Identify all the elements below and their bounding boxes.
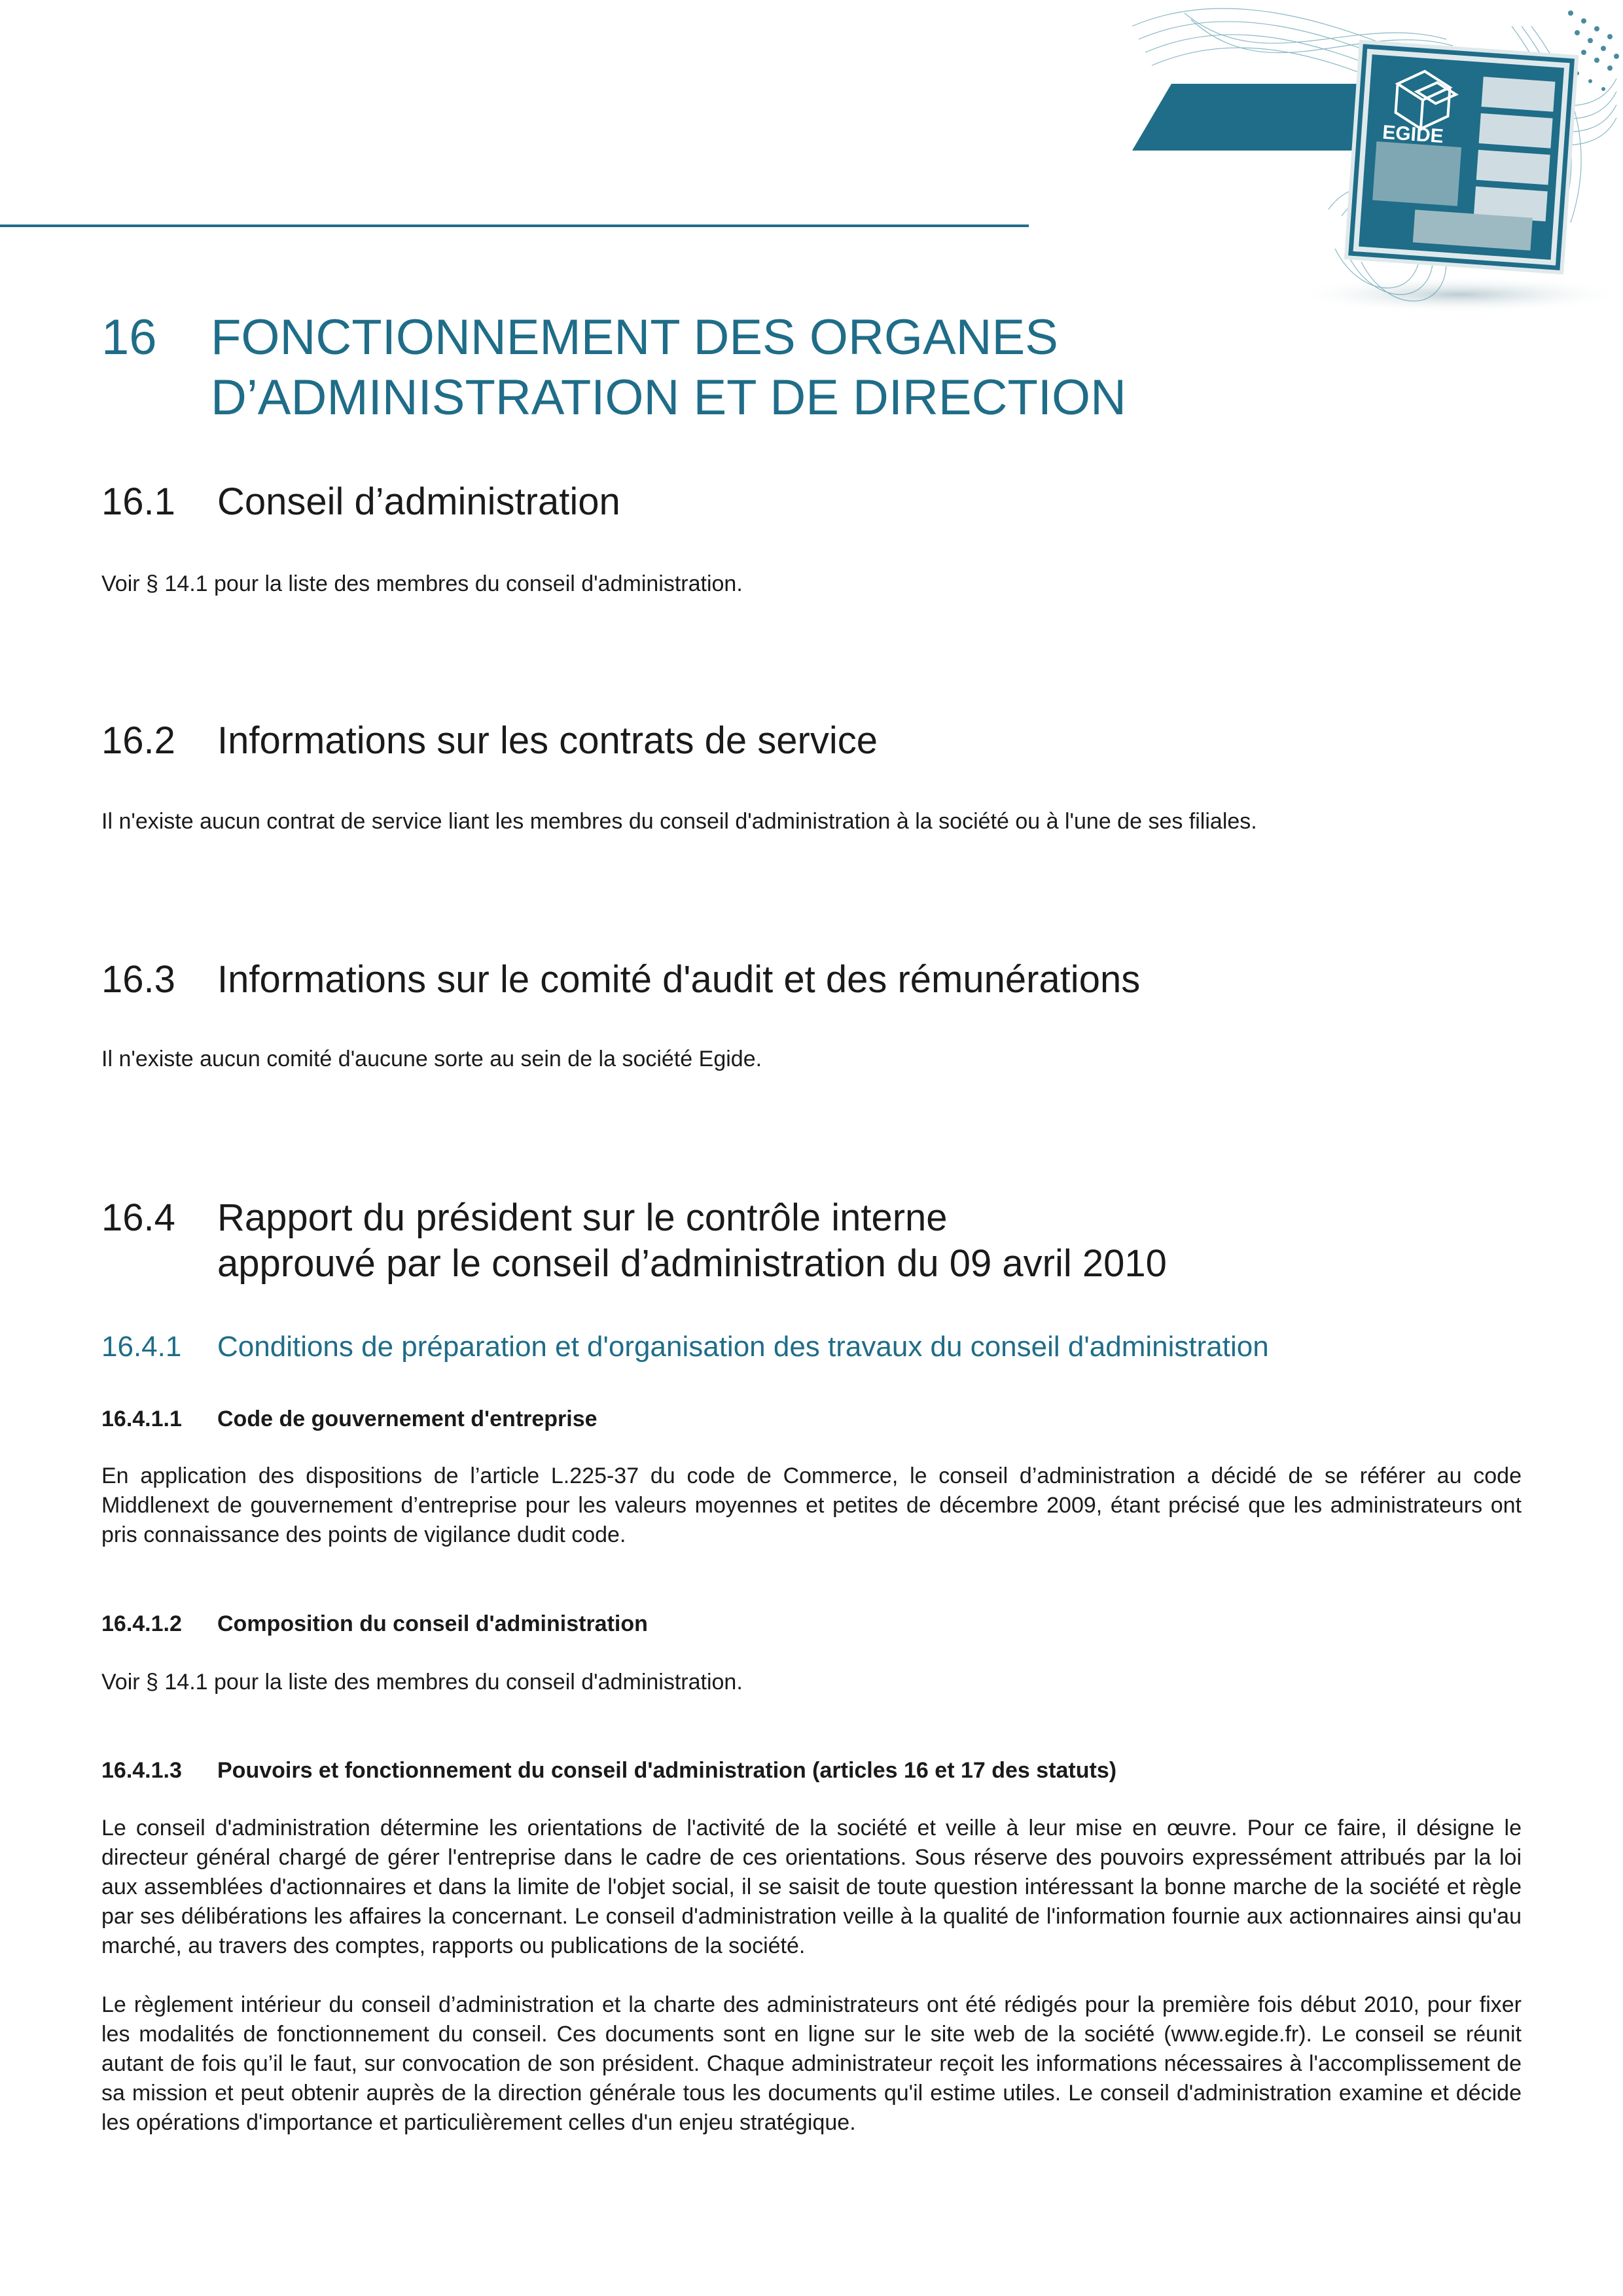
section-title: Informations sur le comité d'audit et des rémunérations	[217, 958, 1141, 1001]
chapter-number: 16	[101, 310, 157, 365]
header-graphic	[1054, 0, 1623, 314]
chapter-title-line-2: D’ADMINISTRATION ET DE DIRECTION	[211, 370, 1127, 425]
logo-text: EGIDE	[1382, 121, 1444, 148]
section-title: Conditions de préparation et d'organisation des travaux du conseil d'administration	[217, 1331, 1269, 1363]
section-title: Conseil d’administration	[217, 480, 620, 523]
chapter-title-line-1: FONCTIONNEMENT DES ORGANES	[211, 310, 1058, 365]
section-number: 16.3	[101, 958, 175, 1001]
section-number: 16.4.1.1	[101, 1407, 182, 1431]
section-number: 16.4.1.2	[101, 1611, 182, 1636]
section-title: Pouvoirs et fonctionnement du conseil d'administration (articles 16 et 17 des statuts)	[217, 1758, 1117, 1783]
section-title: Informations sur les contrats de service	[217, 719, 878, 762]
section-number: 16.4	[101, 1196, 175, 1239]
section-title: Code de gouvernement d'entreprise	[217, 1407, 597, 1431]
section-title-line-1: Rapport du président sur le contrôle interne	[217, 1196, 948, 1239]
section-16-3-body: Il n'existe aucun comité d'aucune sorte au sein de la société Egide.	[101, 1047, 762, 1071]
section-16-4-1-3-body-2: Le règlement intérieur du conseil d’administration et la charte des administrateurs ont été rédigés pour la première fois début 2010, pour fixer les modalités de fonctionnement du conseil. Ces documents sont en ligne sur le site web de la société (www.egide.fr). Le conseil se réunit autant de fois qu’il le faut, sur convocation de son président. Chaque administrateur reçoit les informations nécessaires à l'accomplissement de sa mission et peut obtenir auprès de la direction générale tous les documents qu'il estime utiles. Le conseil d'administration examine et décide les opérations d'importance et particulièrement celles d'un enjeu stratégique.	[101, 1992, 1522, 2135]
section-16-1-body: Voir § 14.1 pour la liste des membres du conseil d'administration.	[101, 571, 743, 596]
section-title: Composition du conseil d'administration	[217, 1611, 648, 1636]
section-number: 16.2	[101, 719, 175, 762]
section-16-4-1-1-body: En application des dispositions de l’article L.225-37 du code de Commerce, le conseil d’administration a décidé de se référer au code Middlenext de gouvernement d’entreprise pour les valeurs moyennes et petites de décembre 2009, étant précisé que les administrateurs ont pris connaissance des points de vigilance dudit code.	[101, 1463, 1522, 1547]
section-number: 16.4.1.3	[101, 1758, 182, 1783]
section-16-2-body: Il n'existe aucun contrat de service liant les membres du conseil d'administration à la société ou à l'une de ses filiales.	[101, 809, 1257, 834]
header-rule	[0, 224, 1029, 227]
section-title-line-2: approuvé par le conseil d’administration du 09 avril 2010	[217, 1242, 1167, 1285]
section-16-4-1-3-body-1: Le conseil d'administration détermine les orientations de l'activité de la société et veille à leur mise en œuvre. Pour ce faire, il désigne le directeur général chargé de gérer l'entreprise dans le cadre de ces orientations. Sous réserve des pouvoirs expressément attribués par la loi aux assemblées d'actionnaires et dans la limite de l'objet social, il se saisit de toute question intéressant la bonne marche de la société et règle par ses délibérations les affaires la concernant. Le conseil d'administration veille à la qualité de l'information fournie aux actionnaires ainsi qu'au marché, au travers des comptes, rapports ou publications de la société.	[101, 1816, 1522, 1958]
chapter-title	[211, 308, 1323, 428]
section-16-4-1-2-body: Voir § 14.1 pour la liste des membres du conseil d'administration.	[101, 1670, 743, 1695]
section-title	[217, 1195, 1167, 1287]
section-number: 16.4.1	[101, 1331, 182, 1363]
section-number: 16.1	[101, 480, 175, 523]
